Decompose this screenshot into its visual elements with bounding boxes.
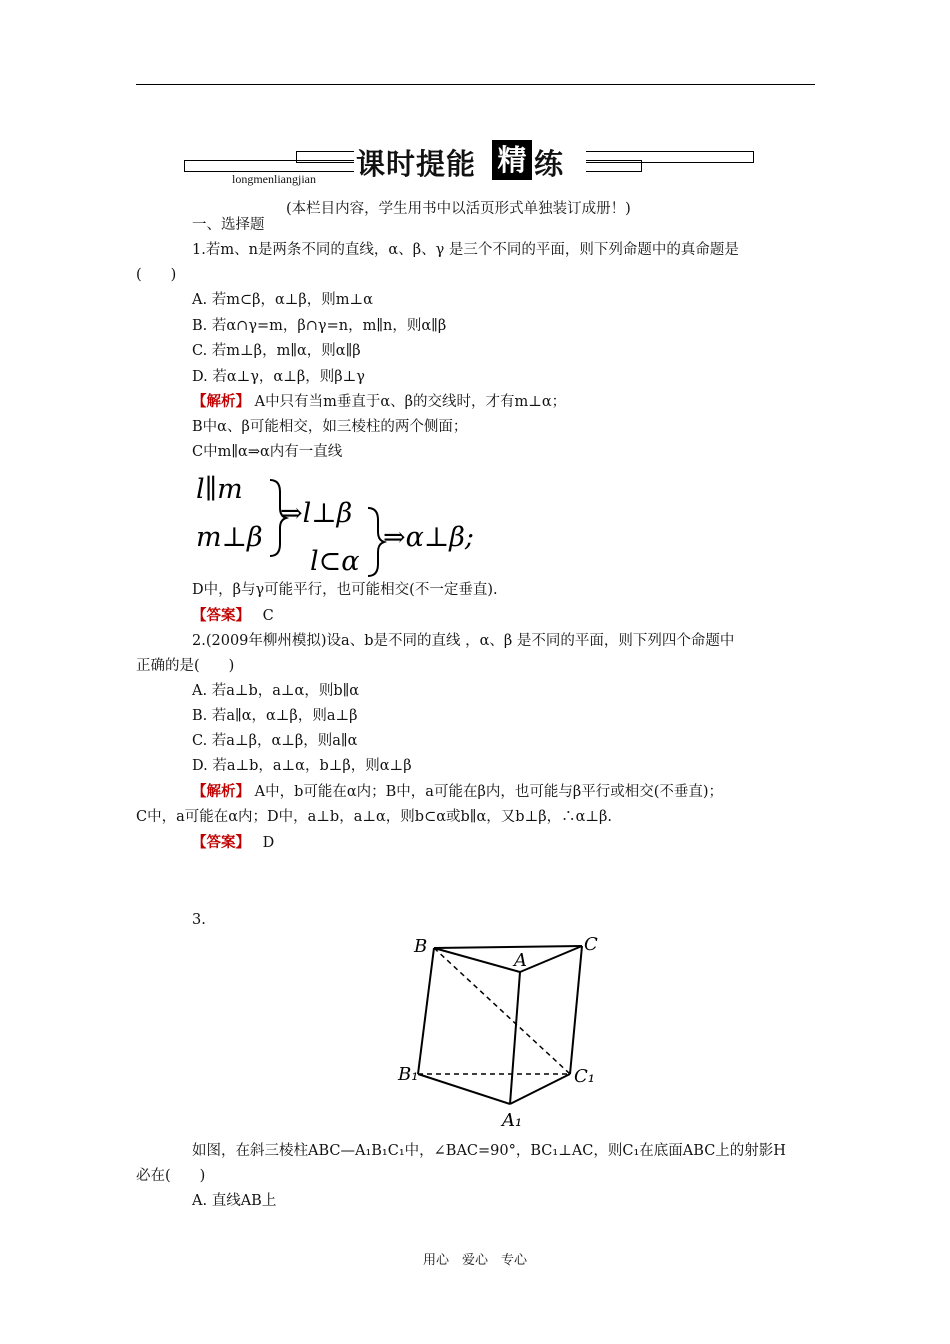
- q2-stem-line2: 正确的是( ): [136, 658, 235, 674]
- q1-option-b: B. 若α∩γ=m，β∩γ=n，m∥n，则α∥β: [192, 318, 447, 334]
- banner-title-end: 练: [534, 147, 565, 181]
- q1-analysis-tag: 【解析】: [192, 393, 250, 410]
- q1-answer-line: [192, 606, 274, 626]
- q1-analysis-b: B中α、β可能相交，如三棱柱的两个侧面；: [192, 419, 468, 435]
- q2-answer-line: [192, 833, 274, 853]
- q3-number: 3.: [192, 912, 206, 928]
- q3-stem-line2: 必在( ): [136, 1168, 206, 1184]
- q2-answer: D: [262, 835, 275, 851]
- formula-l-in-alpha: l⊂α: [310, 546, 360, 577]
- q2-analysis-line: [192, 782, 723, 802]
- section-heading: 一、选择题: [192, 217, 265, 233]
- formula-m-perp-beta: m⊥β: [196, 522, 263, 553]
- q1-option-c: C. 若m⊥β，m∥α，则α∥β: [192, 343, 361, 359]
- q2-analysis-tag: 【解析】: [192, 783, 250, 800]
- q1-option-a: A. 若m⊂β，α⊥β，则m⊥α: [192, 292, 373, 308]
- formula-brace-1: [270, 480, 286, 556]
- q2-stem: 2.(2009年柳州模拟)设a、b是不同的直线 ，α、β 是不同的平面，则下列四个命题中: [192, 633, 735, 649]
- q2-option-d: D. 若a⊥b，a⊥α，b⊥β，则α⊥β: [192, 758, 412, 774]
- vertex-a1: A₁: [502, 1110, 523, 1131]
- q2-analysis-text: A中，b可能在α内；B中，a可能在β内，也可能与β平行或相交(不垂直)；: [254, 784, 724, 800]
- q2-option-b: B. 若a∥α，α⊥β，则a⊥β: [192, 708, 358, 724]
- vertex-c1: C₁: [574, 1066, 595, 1087]
- q1-analysis-c: C中m∥α⇒α内有一直线: [192, 444, 343, 460]
- q1-formula: [190, 470, 500, 582]
- q3-stem: 如图，在斜三棱柱ABC—A₁B₁C₁中，∠BAC=90°，BC₁⊥AC，则C₁在底面ABC上的射影H: [192, 1143, 786, 1159]
- q1-analysis-text: A中只有当m垂直于α、β的交线时，才有m⊥α；: [254, 394, 567, 410]
- q1-stem: 1.若m、n是两条不同的直线，α、β、γ 是三个不同的平面，则下列命题中的真命题是: [192, 242, 739, 258]
- q1-analysis-d: D中，β与γ可能平行，也可能相交(不一定垂直).: [192, 582, 498, 598]
- formula-result: ⇒α⊥β;: [383, 522, 474, 553]
- q1-answer: C: [262, 608, 274, 624]
- formula-brace-2: [368, 508, 384, 576]
- formula-implies-l-perp-beta: ⇒l⊥β: [280, 498, 353, 529]
- page-footer: 用心 爱心 专心: [422, 1253, 527, 1268]
- q1-answer-tag: 【答案】: [192, 607, 250, 624]
- q2-answer-tag: 【答案】: [192, 834, 250, 851]
- q2-option-c: C. 若a⊥β，α⊥β，则a∥α: [192, 733, 358, 749]
- prism-figure: [396, 928, 616, 1132]
- vertex-c: C: [584, 934, 598, 955]
- banner-title: 课时提能: [356, 147, 477, 181]
- banner-subtitle: longmenliangjian: [228, 172, 320, 187]
- q3-option-a: A. 直线AB上: [192, 1193, 277, 1209]
- q1-option-d: D. 若α⊥γ，α⊥β，则β⊥γ: [192, 369, 365, 385]
- banner-title-highlight: 精: [492, 140, 532, 180]
- column-note: (本栏目内容，学生用书中以活页形式单独装订成册！): [286, 201, 631, 217]
- section-banner: [184, 142, 754, 188]
- vertex-b1: B₁: [398, 1064, 419, 1085]
- top-rule: [136, 84, 815, 85]
- q2-analysis-b: C中，a可能在α内；D中，a⊥b，a⊥α，则b⊂α或b∥α，又b⊥β，∴α⊥β.: [136, 809, 613, 825]
- vertex-b: B: [414, 936, 428, 957]
- q1-analysis-line: [192, 392, 566, 412]
- q1-stem-paren: ( ): [136, 267, 177, 283]
- formula-l-parallel-m: l∥m: [196, 474, 243, 505]
- q2-option-a: A. 若a⊥b，a⊥α，则b∥α: [192, 683, 360, 699]
- vertex-a: A: [514, 950, 527, 971]
